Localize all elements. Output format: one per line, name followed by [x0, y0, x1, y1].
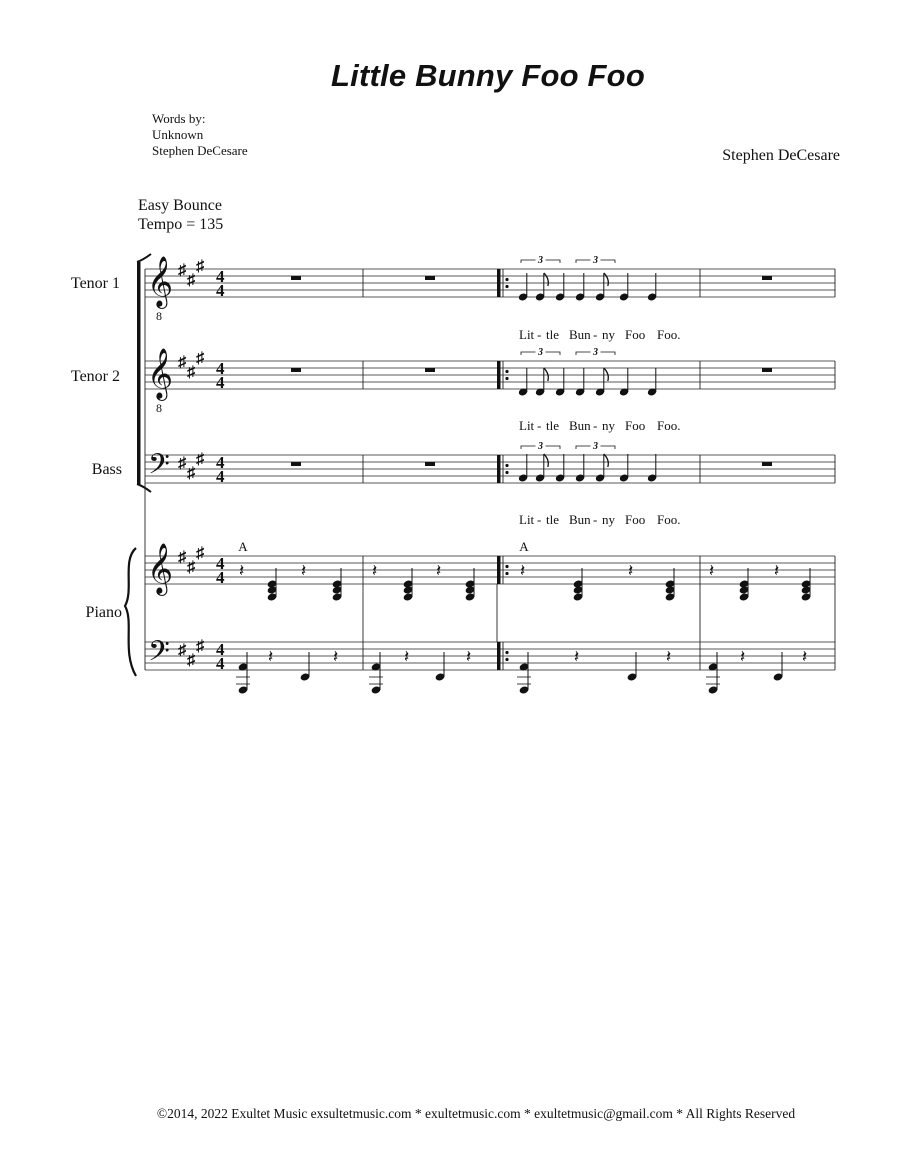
- repeat-dot: [505, 651, 508, 654]
- score-title: Little Bunny Foo Foo: [331, 58, 645, 93]
- eighth-flag: [604, 454, 609, 467]
- quarter-rest: 𝄽: [268, 647, 274, 666]
- quarter-rest: 𝄽: [774, 561, 780, 580]
- words-by-label: Words by:: [152, 111, 206, 126]
- quarter-rest: 𝄽: [520, 561, 526, 580]
- eighth-flag: [544, 273, 549, 286]
- octave-mark: 8: [156, 401, 162, 415]
- quarter-rest: 𝄽: [740, 647, 746, 666]
- lyricist-name: Unknown: [152, 127, 204, 142]
- lyric-syllable: tle: [546, 327, 559, 342]
- lyric-syllable: Bun: [569, 418, 591, 433]
- lyric-syllable: Foo.: [657, 512, 681, 527]
- lyric-syllable: ny: [602, 327, 615, 342]
- sharp-accidental: ♯: [187, 559, 195, 576]
- quarter-rest: 𝄽: [436, 561, 442, 580]
- quarter-rest: 𝄽: [466, 647, 472, 666]
- sharp-accidental: ♯: [178, 262, 186, 279]
- time-signature-top: 4: [216, 640, 225, 659]
- sharp-accidental: ♯: [196, 350, 204, 367]
- time-signature-bottom: 4: [216, 373, 225, 392]
- time-signature-top: 4: [216, 554, 225, 573]
- copyright-footer: ©2014, 2022 Exultet Music exsultetmusic.com * exultetmusic.com * exultetmusic@gmail.com * All Rights Reserved: [156, 1106, 796, 1121]
- bass-clef: 𝄢: [148, 450, 170, 487]
- eighth-flag: [604, 273, 609, 286]
- repeat-dot: [505, 658, 508, 661]
- sharp-accidental: ♯: [196, 451, 204, 468]
- sharp-accidental: ♯: [187, 465, 195, 482]
- whole-rest: [425, 368, 435, 372]
- repeat-dot: [505, 572, 508, 575]
- time-signature-bottom: 4: [216, 281, 225, 300]
- quarter-rest: 𝄽: [628, 561, 634, 580]
- quarter-rest: 𝄽: [333, 647, 339, 666]
- piano-brace: [125, 548, 136, 676]
- time-signature-bottom: 4: [216, 568, 225, 587]
- repeat-bar-thick: [497, 361, 501, 389]
- chord-symbol: A: [238, 539, 248, 554]
- bass-clef: 𝄢: [148, 637, 170, 674]
- staff-label-tenor1: Tenor 1: [70, 275, 120, 292]
- chord-symbol: A: [519, 539, 529, 554]
- lyric-syllable: Foo.: [657, 418, 681, 433]
- quarter-rest: 𝄽: [404, 647, 410, 666]
- lyric-syllable: Lit: [519, 418, 535, 433]
- whole-rest: [762, 276, 772, 280]
- quarter-rest: 𝄽: [301, 561, 307, 580]
- lyric-syllable: Bun: [569, 512, 591, 527]
- quarter-rest: 𝄽: [372, 561, 378, 580]
- whole-rest: [291, 462, 301, 466]
- lyric-hyphen: -: [593, 327, 598, 342]
- octave-mark: 8: [156, 309, 162, 323]
- treble-clef: 𝄞: [147, 349, 174, 398]
- sharp-accidental: ♯: [178, 642, 186, 659]
- repeat-dot: [505, 285, 508, 288]
- lyric-syllable: tle: [546, 512, 559, 527]
- lyric-syllable: tle: [546, 418, 559, 433]
- tuplet-number: 3: [538, 347, 543, 358]
- quarter-rest: 𝄽: [574, 647, 580, 666]
- treble-clef: 𝄞: [147, 257, 174, 306]
- repeat-dot: [505, 471, 508, 474]
- lyric-syllable: Lit: [519, 512, 535, 527]
- treble-clef: 𝄞: [147, 544, 174, 593]
- lyric-syllable: ny: [602, 512, 615, 527]
- whole-rest: [762, 368, 772, 372]
- staff-label-bass: Bass: [91, 461, 122, 478]
- time-signature-top: 4: [216, 359, 225, 378]
- eighth-flag: [544, 454, 549, 467]
- repeat-bar-thick: [497, 455, 501, 483]
- time-signature-top: 4: [216, 267, 225, 286]
- tuplet-number: 3: [593, 255, 598, 266]
- quarter-rest: 𝄽: [666, 647, 672, 666]
- repeat-bar-thick: [497, 556, 501, 584]
- staff-lines: [145, 269, 835, 670]
- lyric-hyphen: -: [593, 512, 598, 527]
- lyric-syllable: Foo: [625, 327, 646, 342]
- lyricist-name: Stephen DeCesare: [152, 143, 248, 158]
- repeat-dot: [505, 278, 508, 281]
- repeat-dot: [505, 464, 508, 467]
- sharp-accidental: ♯: [178, 354, 186, 371]
- sharp-accidental: ♯: [196, 638, 204, 655]
- barlines: [363, 269, 835, 670]
- lyric-syllable: Lit: [519, 327, 535, 342]
- composer-credit: Stephen DeCesare: [722, 147, 840, 164]
- tempo-value: Tempo = 135: [138, 216, 224, 233]
- staff-label-tenor2: Tenor 2: [70, 368, 120, 385]
- sharp-accidental: ♯: [196, 545, 204, 562]
- eighth-flag: [544, 368, 549, 381]
- quarter-rest: 𝄽: [709, 561, 715, 580]
- repeat-dot: [505, 370, 508, 373]
- sharp-accidental: ♯: [187, 364, 195, 381]
- tuplet-number: 3: [538, 441, 543, 452]
- quarter-rest: 𝄽: [802, 647, 808, 666]
- repeat-bar-thick: [497, 642, 501, 670]
- eighth-flag: [604, 368, 609, 381]
- tempo-style: Easy Bounce: [138, 197, 222, 214]
- sharp-accidental: ♯: [178, 455, 186, 472]
- whole-rest: [291, 276, 301, 280]
- repeat-dot: [505, 565, 508, 568]
- time-signature-bottom: 4: [216, 467, 225, 486]
- lyric-hyphen: -: [593, 418, 598, 433]
- time-signature-top: 4: [216, 453, 225, 472]
- tuplet-number: 3: [593, 441, 598, 452]
- sharp-accidental: ♯: [187, 272, 195, 289]
- sharp-accidental: ♯: [178, 549, 186, 566]
- repeat-dot: [505, 377, 508, 380]
- whole-rest: [762, 462, 772, 466]
- lyric-hyphen: -: [537, 327, 542, 342]
- whole-rest: [291, 368, 301, 372]
- whole-rest: [425, 276, 435, 280]
- whole-rest: [425, 462, 435, 466]
- tuplet-number: 3: [538, 255, 543, 266]
- lyric-syllable: Foo.: [657, 327, 681, 342]
- sharp-accidental: ♯: [196, 258, 204, 275]
- lyric-syllable: ny: [602, 418, 615, 433]
- sharp-accidental: ♯: [187, 652, 195, 669]
- lyric-hyphen: -: [537, 512, 542, 527]
- staff-label-piano: Piano: [85, 604, 122, 621]
- lyric-hyphen: -: [537, 418, 542, 433]
- tuplet-number: 3: [593, 347, 598, 358]
- lyric-syllable: Bun: [569, 327, 591, 342]
- time-signature-bottom: 4: [216, 654, 225, 673]
- repeat-bar-thick: [497, 269, 501, 297]
- quarter-rest: 𝄽: [239, 561, 245, 580]
- lyric-syllable: Foo: [625, 512, 646, 527]
- music-symbols: [125, 254, 811, 695]
- lyric-syllable: Foo: [625, 418, 646, 433]
- choir-bracket: [137, 262, 141, 484]
